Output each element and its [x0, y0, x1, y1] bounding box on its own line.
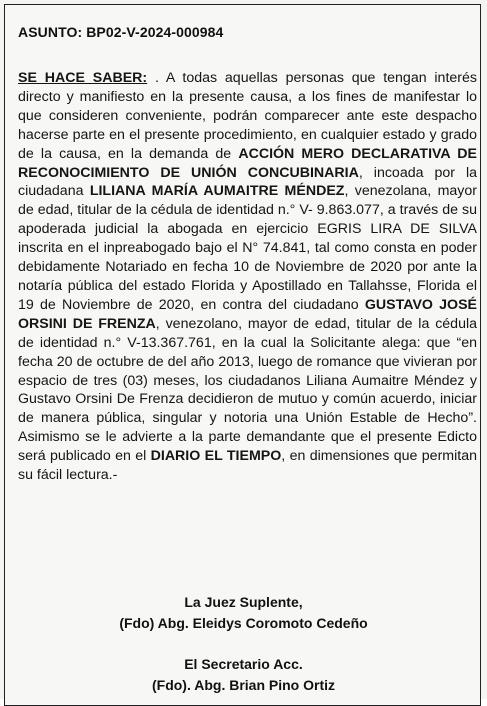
judge-name: (Fdo) Abg. Eleidys Coromoto Cedeño [119, 615, 368, 631]
secretary-title: El Secretario Acc. [184, 656, 303, 672]
notice-subject: ASUNTO: BP02-V-2024-000984 [18, 24, 224, 40]
plaintiff-name: LILIANA MARÍA AUMAITRE MÉNDEZ [89, 183, 345, 200]
body-text-part-2: , incoada por la ciudadana [18, 164, 477, 200]
body-text-part-4: , venezolano, mayor de edad, titular de la cédula de identidad n.° V-13.367.761, en la cual la Solicitante alega: que “en fecha 20 de octubre de del año 2013, luego de romance que vivieran por espacio de tres (03) meses, los ciudadanos Liliana Aumaitre Méndez y Gustavo Orsini De Frenza decidieron de mutuo y común acuerdo, iniciar de manera pública, singular y notoria una Unión Estable de Hecho”. Asimismo se le advierte a la parte demandante que el presente Edicto será publicado en el [18, 315, 477, 465]
judge-signature-block [0, 592, 487, 634]
judge-title: La Juez Suplente, [184, 594, 303, 610]
secretary-signature-block [0, 654, 487, 696]
newspaper-name: DIARIO EL TIEMPO [150, 448, 282, 465]
body-text-part-1: . A todas aquellas personas que tengan interés directo y manifiesto en la presente causa, a los fines de manifestar lo que consideren conveniente, podrán comparecer ante este despacho hacerse parte en el presente procedimiento, en cualquier estado y grado de la causa, en la demanda de [18, 70, 477, 162]
notice-body [18, 69, 477, 485]
defendant-name: GUSTAVO JOSÉ ORSINI DE FRENZA [18, 296, 477, 332]
body-text-part-3: , venezolana, mayor de edad, titular de la cédula de identidad n.° V- 9.863.077, a través de su apoderada judicial la abogada en ejercicio EGRIS LIRA DE SILVA inscrita en el inpreabogado bajo el N° 74.841, tal como consta en poder debidamente Notariado en fecha 10 de Noviembre de 2020 por ante la notaría pública del estado Florida y Apostillado en Tallahsse, Florida el 19 de Noviembre de 2020, en contra del ciudadano [18, 183, 477, 313]
body-text-part-5: , en dimensiones que permitan su fácil lectura.- [18, 448, 477, 484]
secretary-name: (Fdo). Abg. Brian Pino Ortiz [151, 677, 336, 693]
action-title: ACCIÓN MERO DECLARATIVA DE RECONOCIMIENTO DE UNIÓN CONCUBINARIA [18, 145, 477, 181]
announce-label: SE HACE SABER: [18, 70, 148, 86]
